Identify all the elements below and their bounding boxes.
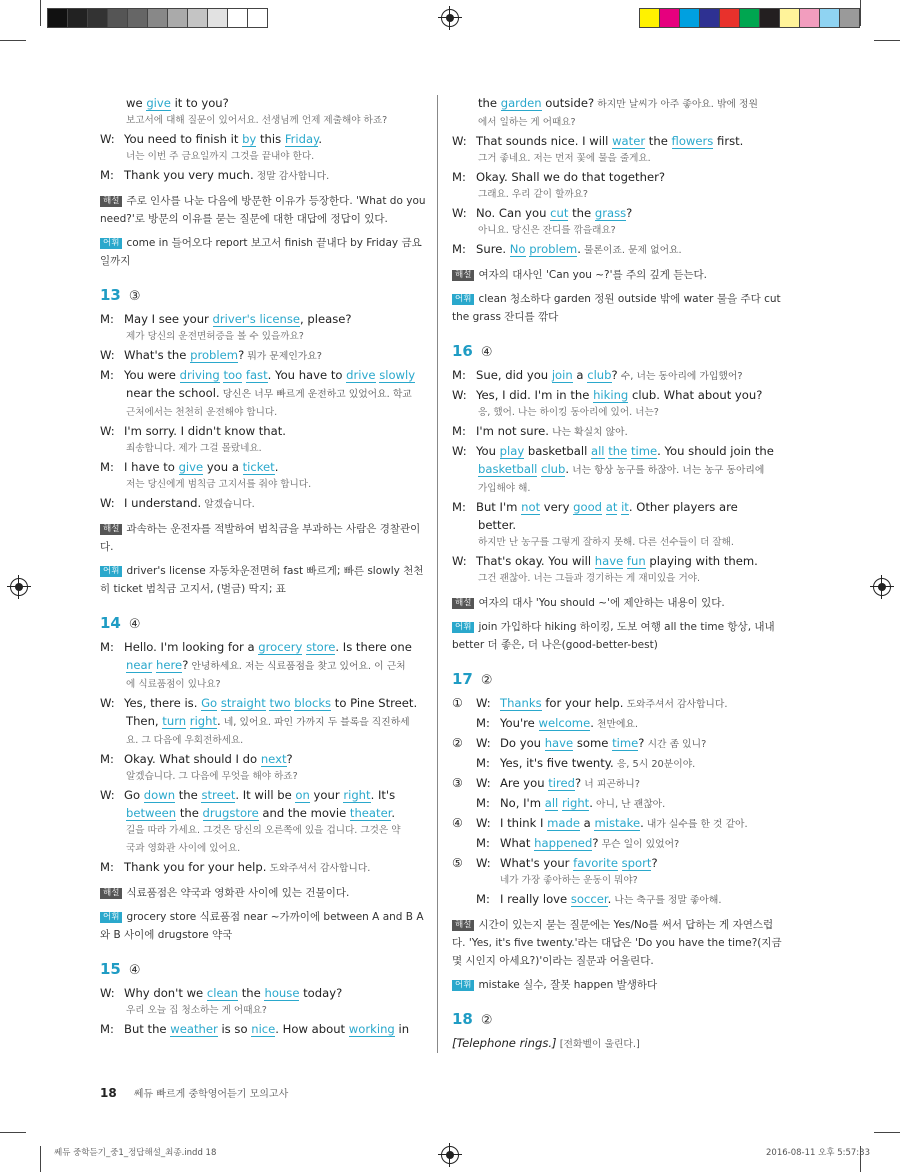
crop-mark [874, 40, 900, 41]
registration-mark-bottom [441, 1146, 459, 1164]
question-13-header: 13 ③ [100, 286, 141, 304]
vocabulary-note: 어휘 grocery store 식료품점 near ~가까이에 between A and B A와 B 사이에 drugstore 약국 [100, 911, 424, 941]
explanation-tag: 해설 [100, 888, 122, 899]
dialogue-line: near here? 안녕하세요. 저는 식료품점을 찾고 있어요. 이 근처 [126, 658, 406, 672]
dialogue-line: the garden outside? 하지만 날씨가 아주 좋아요. 밖에 정원 [478, 96, 758, 110]
explanation-note: 해설 시간이 있는지 묻는 질문에는 Yes/No를 써서 답하는 게 자연스럽다. 'Yes, it's five twenty.'라는 대답은 'Do you have the time?(지금 몇 시인지 아세요?)'이라는 질문과 어울린다. [452, 919, 782, 967]
dialogue-line: W: No. Can you cut the grass? [452, 206, 633, 220]
crop-mark [40, 1146, 41, 1172]
translation-line: 하지만 난 농구를 그렇게 잘하지 못해. 다른 선수들이 더 잘해. [478, 537, 734, 548]
vocabulary-note: 어휘 join 가입하다 hiking 하이킹, 도보 여행 all the time 항상, 내내 better 더 좋은, 더 나은(good-better-best) [452, 621, 775, 651]
explanation-note: 해설 여자의 대사 'You should ~'에 제안하는 내용이 있다. [452, 594, 782, 612]
crop-mark [860, 0, 861, 26]
dialogue-line: M: I have to give you a ticket. [100, 460, 279, 474]
option-line: ③ W: Are you tired? 너 피곤하니? [452, 776, 640, 790]
dialogue-line: W: I understand. 알겠습니다. [100, 496, 255, 510]
page-footer [100, 1082, 288, 1101]
dialogue-line: M: Thank you for your help. 도와주셔서 감사합니다. [100, 860, 371, 874]
dialogue-line: near the school. 당신은 너무 빠르게 운전하고 있었어요. 학교 [126, 386, 412, 400]
dialogue-line: W: Yes, there is. Go straight two blocks to Pine Street. [100, 696, 418, 710]
question-14-header: 14 ④ [100, 614, 141, 632]
translation-line: 에 식료품점이 있나요? [126, 679, 221, 690]
crop-mark [874, 1132, 900, 1133]
crop-mark [0, 1132, 26, 1133]
vocabulary-tag: 어휘 [452, 294, 474, 305]
explanation-tag: 해설 [452, 598, 474, 609]
dialogue-line: M: Hello. I'm looking for a grocery store. Is there one [100, 640, 412, 654]
option-line: M: I really love soccer. 나는 축구를 정말 좋아해. [476, 892, 722, 906]
translation-line: 길을 따라 가세요. 그것은 당신의 오른쪽에 있을 겁니다. 그것은 약 [126, 825, 401, 836]
translation-line: 응, 했어. 나는 하이킹 동아리에 있어. 너는? [478, 407, 659, 418]
question-18-header: 18 ② [452, 1010, 493, 1028]
option-line: M: No, I'm all right. 아니, 난 괜찮아. [476, 796, 666, 810]
crop-mark [0, 40, 26, 41]
vocabulary-tag: 어휘 [100, 238, 122, 249]
dialogue-line: W: Yes, I did. I'm in the hiking club. What about you? [452, 388, 763, 402]
option-line: M: What happened? 무슨 일이 있었어? [476, 836, 680, 850]
question-16-header: 16 ④ [452, 342, 493, 360]
explanation-note: 해설 주로 인사를 나눈 다음에 방문한 이유가 등장한다. 'What do you need?'로 방문의 이유를 묻는 질문에 대한 대답에 정답이 있다. [100, 195, 426, 225]
translation-line: 제가 당신의 운전면허증을 볼 수 있을까요? [126, 331, 304, 342]
dialogue-line: M: Sue, did you join a club? 수, 너는 동아리에 가입했어? [452, 368, 743, 382]
color-bar [640, 8, 860, 28]
explanation-note: 해설 여자의 대사인 'Can you ~?'를 주의 깊게 듣는다. [452, 266, 782, 284]
option-line: ④ W: I think I made a mistake. 내가 실수를 한 것 같아. [452, 816, 748, 830]
explanation-tag: 해설 [452, 920, 474, 931]
vocabulary-note: 어휘 mistake 실수, 잘못 happen 발생하다 [452, 976, 782, 994]
vocabulary-note: 어휘 come in 들어오다 report 보고서 finish 끝내다 by Friday 금요일까지 [100, 237, 422, 267]
dialogue-line: W: I'm sorry. I didn't know that. [100, 424, 286, 438]
dialogue-line: W: You play basketball all the time. You should join the [452, 444, 774, 458]
dialogue-line: basketball club. 너는 항상 농구를 하잖아. 너는 농구 동아리에 [478, 462, 765, 476]
right-column [452, 94, 782, 1054]
dialogue-line: M: But the weather is so nice. How about working in [100, 1022, 410, 1036]
translation-line: 저는 당신에게 범칙금 고지서를 줘야 합니다. [126, 479, 312, 490]
translation-line: 근처에서는 천천히 운전해야 합니다. [126, 407, 278, 418]
option-line: M: You're welcome. 천만에요. [476, 716, 639, 730]
vocabulary-tag: 어휘 [452, 622, 474, 633]
column-divider [437, 95, 438, 1053]
vocabulary-note: 어휘 driver's license 자동차운전면허 fast 빠르게; 빠른 slowly 천천히 ticket 범칙금 고지서, (벌금) 딱지; 표 [100, 565, 424, 595]
book-title: 쎄듀 빠르게 중학영어듣기 모의고사 [133, 1089, 289, 1100]
dialogue-line: M: Okay. Shall we do that together? [452, 170, 666, 184]
explanation-tag: 해설 [452, 270, 474, 281]
dialogue-line: W: You need to finish it by this Friday. [100, 132, 322, 146]
vocabulary-tag: 어휘 [452, 980, 474, 991]
translation-line: 가입해야 해. [478, 483, 531, 494]
explanation-tag: 해설 [100, 524, 122, 535]
vocabulary-tag: 어휘 [100, 566, 122, 577]
explanation-tag: 해설 [100, 196, 122, 207]
print-slug-date: 2016-08-11 오후 5:57:33 [766, 1148, 870, 1158]
translation-line: 우리 오늘 집 청소하는 게 어때요? [126, 1005, 267, 1016]
translation-line: 죄송합니다. 제가 그걸 몰랐네요. [126, 443, 262, 454]
dialogue-line: we give it to you? [126, 96, 229, 110]
dialogue-line: Then, turn right. 네, 있어요. 파인 가까지 두 블록을 직진하세 [126, 714, 410, 728]
translation-line: 국과 영화관 사이에 있어요. [126, 843, 241, 854]
grayscale-bar [48, 8, 268, 28]
dialogue-line: M: Sure. No problem. 물론이죠. 문제 없어요. [452, 242, 682, 256]
left-column [100, 94, 430, 1038]
vocabulary-tag: 어휘 [100, 912, 122, 923]
translation-line: 네가 가장 좋아하는 운동이 뭐야? [500, 875, 638, 886]
dialogue-line: W: Go down the street. It will be on your right. It's [100, 788, 396, 802]
print-slug-file: 쎄듀 중학듣기_중1_정답해설_최종.indd 18 [54, 1148, 217, 1158]
dialogue-line: W: Why don't we clean the house today? [100, 986, 343, 1000]
option-line: M: Yes, it's five twenty. 응, 5시 20분이야. [476, 756, 696, 770]
page-number: 18 [100, 1086, 117, 1100]
dialogue-line: W: That sounds nice. I will water the flowers first. [452, 134, 744, 148]
dialogue-line: [Telephone rings.] [전화벨이 울린다.] [452, 1036, 640, 1050]
dialogue-line: M: Thank you very much. 정말 감사합니다. [100, 168, 330, 182]
dialogue-line: between the drugstore and the movie theater. [126, 806, 396, 820]
dialogue-line: W: What's the problem? 뭐가 문제인가요? [100, 348, 322, 362]
translation-line: 보고서에 대해 질문이 있어서요. 선생님께 언제 제출해야 하죠? [126, 115, 388, 126]
translation-line: 아니요. 당신은 잔디를 깎을래요? [478, 225, 616, 236]
registration-mark-top [441, 9, 459, 27]
option-line: ⑤ W: What's your favorite sport? [452, 856, 658, 870]
dialogue-line: M: Okay. What should I do next? [100, 752, 293, 766]
dialogue-line: M: But I'm not very good at it. Other players are [452, 500, 738, 514]
translation-line: 그건 괜찮아. 너는 그들과 경기하는 게 재미있을 거야. [478, 573, 701, 584]
dialogue-line: M: I'm not sure. 나는 확실치 않아. [452, 424, 628, 438]
translation-line: 그래요. 우리 같이 할까요? [478, 189, 588, 200]
translation-line: 요. 그 다음에 우회전하세요. [126, 735, 244, 746]
dialogue-line: M: You were driving too fast. You have to drive slowly [100, 368, 416, 382]
crop-mark [40, 0, 41, 26]
registration-mark-right [873, 578, 891, 596]
dialogue-line: better. [478, 518, 517, 532]
question-15-header: 15 ④ [100, 960, 141, 978]
option-line: ① W: Thanks for your help. 도와주셔서 감사합니다. [452, 696, 728, 710]
option-line: ② W: Do you have some time? 시간 좀 있니? [452, 736, 707, 750]
translation-line: 그거 좋네요. 저는 먼저 꽃에 물을 줄게요. [478, 153, 651, 164]
registration-mark-left [10, 578, 28, 596]
translation-line: 에서 일하는 게 어때요? [478, 117, 576, 128]
question-17-header: 17 ② [452, 670, 493, 688]
dialogue-line: W: That's okay. You will have fun playing with them. [452, 554, 758, 568]
explanation-note: 해설 식료품점은 약국과 영화관 사이에 있는 건물이다. [100, 884, 430, 902]
translation-line: 알겠습니다. 그 다음에 무엇을 해야 하죠? [126, 771, 298, 782]
explanation-note: 해설 과속하는 운전자를 적발하여 범칙금을 부과하는 사람은 경찰관이다. [100, 523, 421, 553]
vocabulary-note: 어휘 clean 청소하다 garden 정원 outside 밖에 water 물을 주다 cut the grass 잔디를 깎다 [452, 293, 781, 323]
translation-line: 너는 이번 주 금요일까지 그것을 끝내야 한다. [126, 151, 315, 162]
dialogue-line: M: May I see your driver's license, please? [100, 312, 352, 326]
